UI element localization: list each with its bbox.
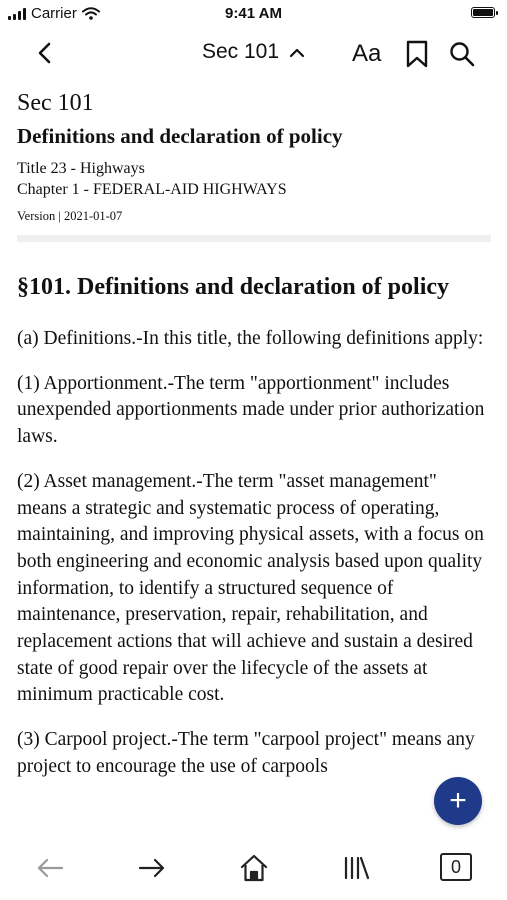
arrow-right-icon	[137, 856, 167, 880]
forward-nav-button[interactable]	[136, 852, 168, 884]
home-icon	[239, 853, 269, 883]
tabs-count-button[interactable]: 0	[440, 853, 472, 881]
paragraph: (3) Carpool project.-The term "carpool project" means any project to encourage the use of carpools	[17, 729, 475, 777]
nav-title-label: Sec 101	[201, 40, 280, 63]
back-nav-button[interactable]	[34, 852, 66, 884]
library-button[interactable]	[340, 852, 372, 884]
section-label: Sec 101	[17, 90, 94, 116]
paragraph: (2) Asset management.-The term "asset management" means a strategic and systematic process of operating, maintaining, and improving physical assets, with a focus on both engineering and economic analysis based upon quality information, to identify a structured sequence of maintenance, preservation, repair, rehabilitation, and replacement actions that will achieve and sustain a desired state of good repair over the lifecycle of the assets at minimum practicable cost.	[17, 470, 484, 706]
paragraph: (1) Apportionment.-The term "apportionment" includes unexpended apportionments made under prior authorization laws.	[17, 372, 485, 448]
carrier-label: Carrier	[31, 5, 77, 22]
bottom-toolbar	[0, 838, 507, 900]
chapter-line: Chapter 1 - FEDERAL-AID HIGHWAYS	[17, 181, 287, 198]
font-size-button[interactable]: Aa	[352, 40, 382, 67]
home-button[interactable]	[238, 852, 270, 884]
status-bar	[0, 0, 507, 28]
search-button[interactable]	[448, 39, 476, 74]
nav-bar	[0, 30, 507, 76]
add-note-button[interactable]: +	[434, 777, 482, 825]
chevron-up-icon	[289, 40, 305, 64]
status-time: 9:41 AM	[225, 5, 282, 22]
divider	[17, 235, 491, 242]
bookmark-icon	[404, 39, 430, 69]
battery-icon	[471, 7, 495, 18]
document-title: Definitions and declaration of policy	[17, 124, 343, 148]
title-line: Title 23 - Highways	[17, 160, 145, 177]
version-line: Version | 2021-01-07	[17, 209, 123, 223]
search-icon	[448, 39, 476, 69]
arrow-left-icon	[35, 856, 65, 880]
bookmark-button[interactable]	[404, 39, 430, 74]
library-icon	[341, 854, 371, 882]
document-content	[17, 88, 491, 781]
section-picker[interactable]	[0, 40, 507, 64]
section-heading: §101. Definitions and declaration of policy	[17, 274, 450, 300]
paragraph: (a) Definitions.-In this title, the following definitions apply:	[17, 328, 484, 349]
